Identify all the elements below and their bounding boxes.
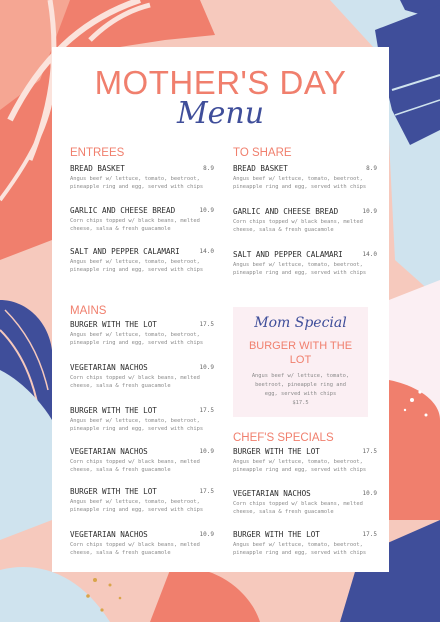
item-price: 10.9 xyxy=(199,531,214,538)
menu-item xyxy=(70,530,214,557)
menu-subtitle: Menu xyxy=(176,96,265,131)
menu-item xyxy=(233,207,377,234)
item-name: BURGER WITH THE LOT xyxy=(233,530,320,539)
item-description: Angus beef w/ lettuce, tomato, beetroot, pineapple ring and egg, served with chips xyxy=(70,418,204,433)
item-name: VEGETARIAN NACHOS xyxy=(70,447,148,456)
item-description: Corn chips topped w/ black beans, melted cheese, salsa & fresh guacamole xyxy=(70,218,200,233)
menu-item xyxy=(70,320,214,347)
item-price: 10.9 xyxy=(362,208,377,215)
item-price: 10.9 xyxy=(199,364,214,371)
menu-item xyxy=(70,206,214,233)
menu-item xyxy=(233,250,377,277)
item-description: Corn chips topped w/ black beans, melted cheese, salsa & fresh guacamole xyxy=(233,219,363,234)
item-description: Corn chips topped w/ black beans, melted cheese, salsa & fresh guacamole xyxy=(70,375,200,390)
item-price: 14.0 xyxy=(362,251,377,258)
item-description: Angus beef w/ lettuce, tomato, beetroot, pineapple ring and egg, served with chips xyxy=(70,259,204,274)
item-description: Angus beef w/ lettuce, tomato, beetroot, pineapple ring and egg, served with chips xyxy=(70,176,204,191)
menu-item xyxy=(233,447,377,474)
item-description: Angus beef w/ lettuce, tomato, beetroot, pineapple ring and egg, served with chips xyxy=(233,459,367,474)
item-description: Angus beef w/ lettuce, tomato, beetroot, pineapple ring and egg, served with chips xyxy=(70,499,204,514)
menu-item xyxy=(70,406,214,433)
menu-item xyxy=(70,247,214,274)
item-price: 10.9 xyxy=(199,207,214,214)
item-name: BREAD BASKET xyxy=(233,164,288,173)
item-description: Corn chips topped w/ black beans, melted cheese, salsa & fresh guacamole xyxy=(70,459,200,474)
section-title-chefs-specials: CHEF'S SPECIALS xyxy=(233,432,334,444)
item-price: 17.5 xyxy=(199,321,214,328)
menu-item xyxy=(233,164,377,191)
item-name: GARLIC AND CHEESE BREAD xyxy=(70,206,176,215)
item-name: SALT AND PEPPER CALAMARI xyxy=(70,247,180,256)
item-price: 8.9 xyxy=(366,165,377,172)
section-title-entrees: ENTREES xyxy=(70,147,125,159)
item-description: Corn chips topped w/ black beans, melted cheese, salsa & fresh guacamole xyxy=(233,501,363,516)
item-price: 17.5 xyxy=(362,531,377,538)
menu-item xyxy=(70,487,214,514)
item-name: VEGETARIAN NACHOS xyxy=(70,363,148,372)
menu-item xyxy=(233,530,377,557)
mom-special-name: BURGER WITH THE LOT xyxy=(248,340,353,366)
item-price: 10.9 xyxy=(199,448,214,455)
item-description: Angus beef w/ lettuce, tomato, beetroot, pineapple ring and egg, served with chips xyxy=(70,332,204,347)
item-description: Corn chips topped w/ black beans, melted cheese, salsa & fresh guacamole xyxy=(70,542,200,557)
item-name: VEGETARIAN NACHOS xyxy=(233,489,311,498)
item-name: BURGER WITH THE LOT xyxy=(233,447,320,456)
item-name: BREAD BASKET xyxy=(70,164,125,173)
mom-special-box xyxy=(233,307,368,417)
menu-title: MOTHER'S DAY xyxy=(94,64,347,101)
item-name: SALT AND PEPPER CALAMARI xyxy=(233,250,343,259)
item-name: BURGER WITH THE LOT xyxy=(70,320,157,329)
item-price: 14.0 xyxy=(199,248,214,255)
mom-special-desc-text: Angus beef w/ lettuce, tomato, beetroot, pineapple ring and egg, served with chips xyxy=(251,373,350,397)
item-name: BURGER WITH THE LOT xyxy=(70,487,157,496)
menu-item xyxy=(70,363,214,390)
item-description: Angus beef w/ lettuce, tomato, beetroot, pineapple ring and egg, served with chips xyxy=(233,262,367,277)
section-title-mains: MAINS xyxy=(70,305,107,317)
item-name: BURGER WITH THE LOT xyxy=(70,406,157,415)
item-price: 10.9 xyxy=(362,490,377,497)
menu-card xyxy=(52,47,389,572)
menu-item xyxy=(70,447,214,474)
menu-item xyxy=(70,164,214,191)
mom-special-description xyxy=(247,372,354,408)
mom-special-heading: Mom Special xyxy=(254,315,347,331)
item-description: Angus beef w/ lettuce, tomato, beetroot, pineapple ring and egg, served with chips xyxy=(233,176,367,191)
item-name: VEGETARIAN NACHOS xyxy=(70,530,148,539)
item-name: GARLIC AND CHEESE BREAD xyxy=(233,207,339,216)
section-title-to-share: TO SHARE xyxy=(233,147,292,159)
item-description: Angus beef w/ lettuce, tomato, beetroot, pineapple ring and egg, served with chips xyxy=(233,542,367,557)
mom-special-price: $17.5 xyxy=(292,400,309,406)
item-price: 8.9 xyxy=(203,165,214,172)
item-price: 17.5 xyxy=(199,488,214,495)
menu-item xyxy=(233,489,377,516)
item-price: 17.5 xyxy=(362,448,377,455)
item-price: 17.5 xyxy=(199,407,214,414)
